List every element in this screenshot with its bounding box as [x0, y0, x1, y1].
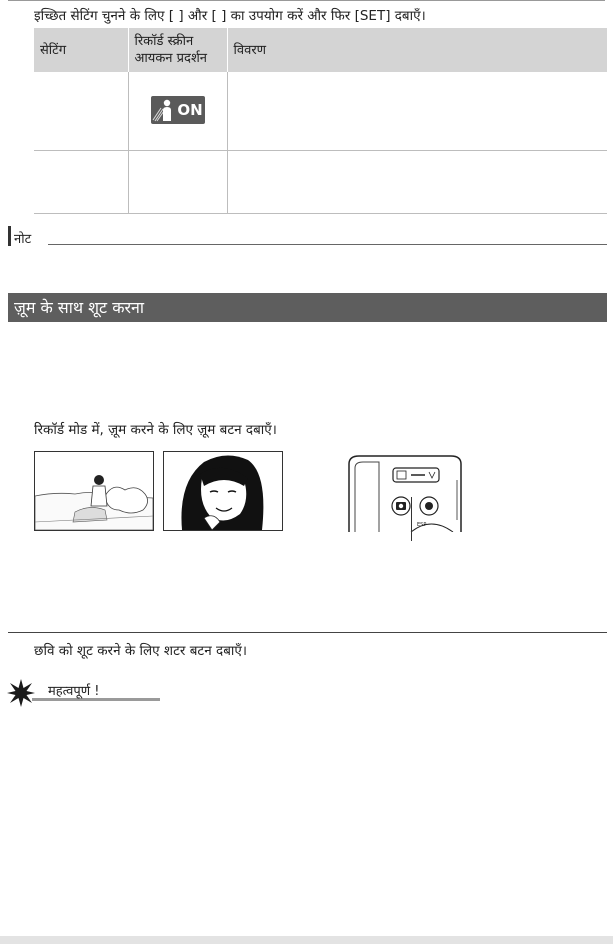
cell-icon	[128, 72, 227, 151]
step2-text: छवि को शूट करने के लिए शटर बटन दबाएँ।	[34, 643, 247, 659]
top-divider	[8, 0, 605, 1]
camera-back-illustration	[345, 450, 467, 532]
cell-icon	[128, 151, 227, 214]
zoom-wide-photo	[34, 451, 154, 531]
zoom-tele-photo	[163, 451, 283, 531]
header-setting: सेटिंग	[34, 28, 128, 72]
step1-text: रिकॉर्ड मोड में, ज़ूम करने के लिए ज़ूम बटन दबाएँ।	[34, 422, 277, 438]
instruction-text: इच्छित सेटिंग चुनने के लिए [ ] और [ ] का उपयोग करें और फिर [SET] दबाएँ।	[34, 8, 426, 24]
table-row	[34, 151, 607, 214]
cell-description	[227, 72, 607, 151]
header-record-icon: रिकॉर्ड स्क्रीन आयकन प्रदर्शन	[128, 28, 227, 72]
zoom-button-pointer	[411, 497, 412, 541]
table-header-row	[34, 28, 607, 72]
important-star-icon	[7, 679, 35, 707]
esp-label: ESP	[417, 522, 427, 528]
header-description: विवरण	[227, 28, 607, 72]
cell-description	[227, 151, 607, 214]
table-row	[34, 72, 607, 151]
cell-setting	[34, 151, 128, 214]
note-label: नोट	[14, 232, 32, 247]
person-icon	[152, 98, 174, 122]
settings-table	[34, 28, 607, 214]
footer-bar	[0, 936, 613, 944]
cell-setting	[34, 72, 128, 151]
step-divider	[8, 632, 607, 633]
section-title: ज़ूम के साथ शूट करना	[8, 293, 607, 322]
portrait-on-icon	[151, 96, 205, 124]
note-marker	[8, 226, 11, 246]
note-divider	[48, 244, 607, 245]
important-label: महत्वपूर्ण !	[48, 684, 100, 699]
icon-on-label: ON	[177, 101, 203, 119]
